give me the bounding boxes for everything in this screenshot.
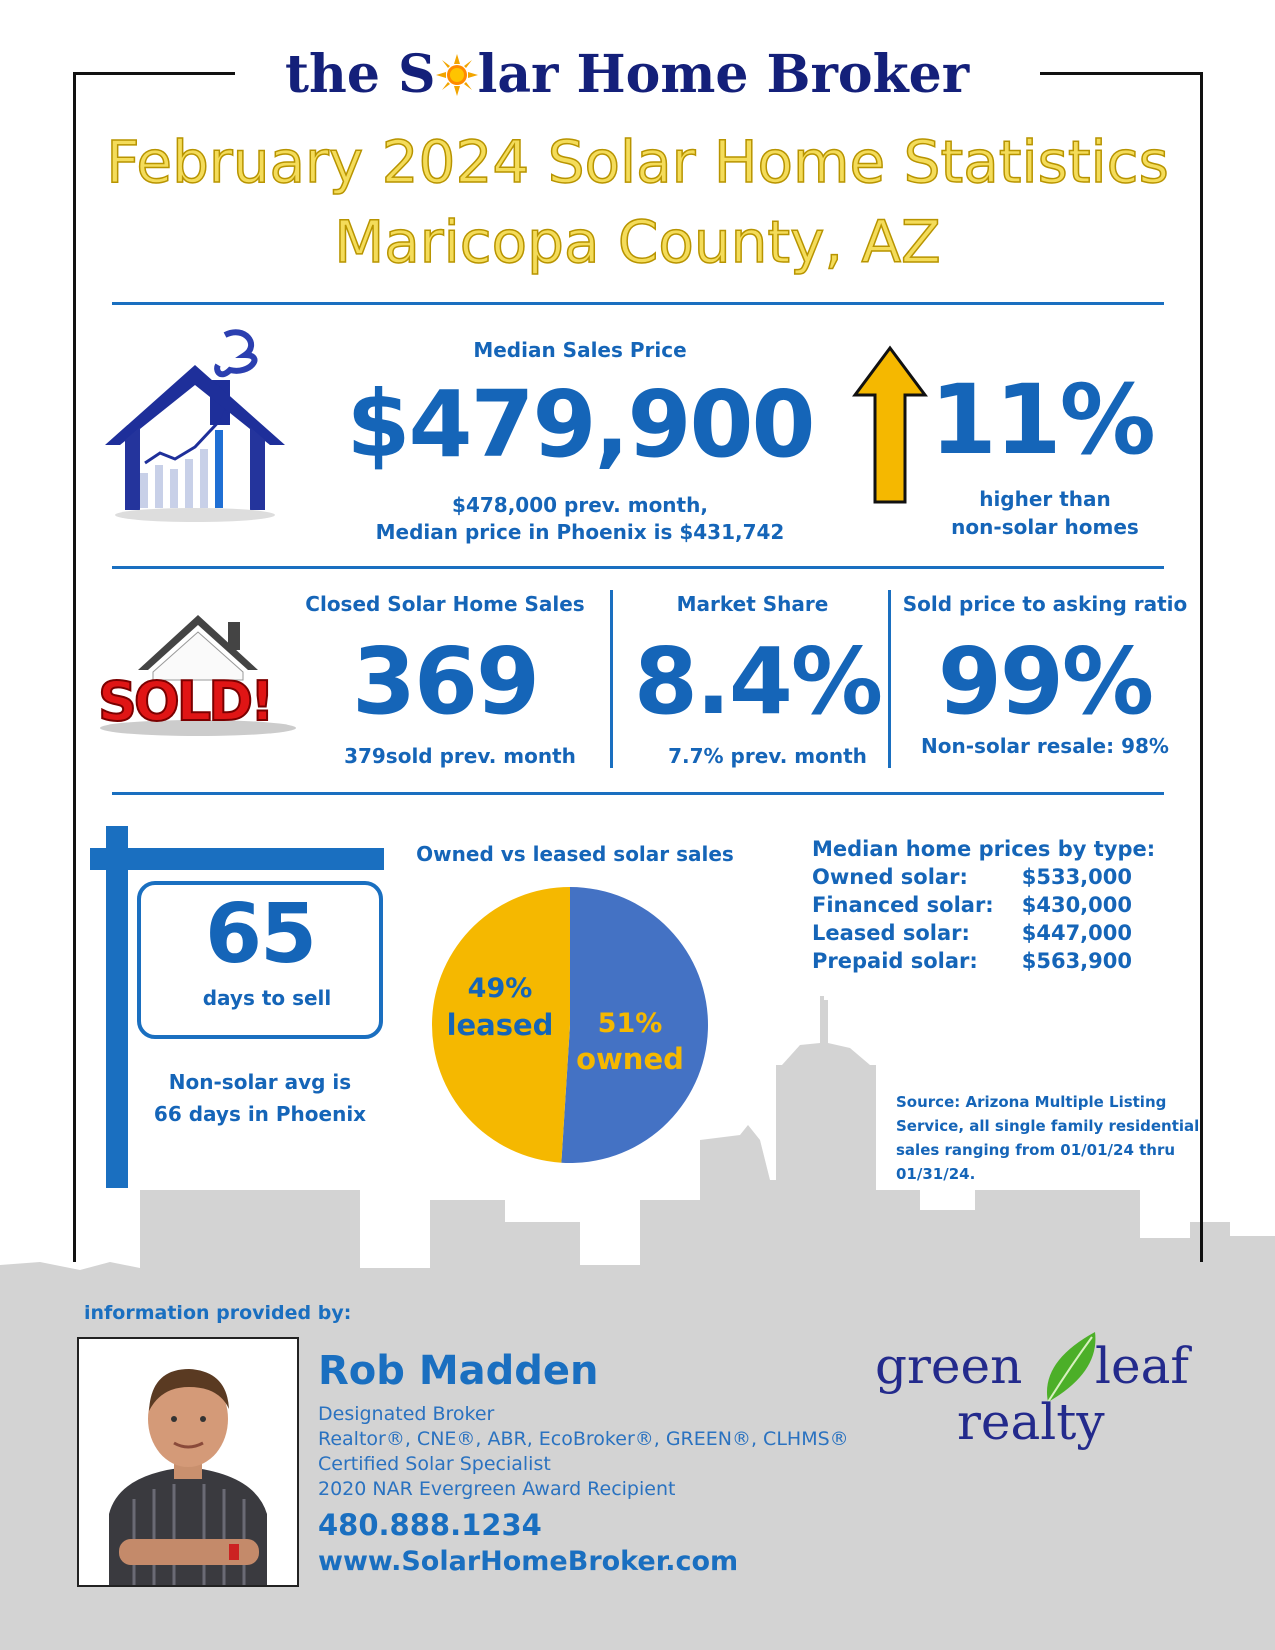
divider-3 <box>112 792 1164 795</box>
price-change-note-2: non-solar homes <box>951 515 1139 539</box>
person-icon <box>79 1339 297 1585</box>
price-value: $447,000 <box>1021 921 1132 945</box>
agent-title: Designated Broker <box>318 1403 495 1425</box>
price-row-financed <box>812 891 1132 919</box>
price-change-value: 11% <box>930 364 1154 476</box>
house-chart-icon <box>100 325 290 535</box>
brand-logo-post: lar Home Broker <box>477 44 970 105</box>
price-label: Owned solar: <box>812 865 968 889</box>
sold-badge: SOLD! <box>98 670 272 733</box>
price-row-owned <box>812 863 1132 891</box>
market-share-value: 8.4% <box>633 628 882 735</box>
section-divider-2 <box>888 590 891 768</box>
prices-by-type <box>812 835 1155 975</box>
source-line-2: Service, all single family residential <box>896 1117 1200 1135</box>
page-title: February 2024 Solar Home Statistics <box>106 128 1169 196</box>
pie-owned-label: owned <box>576 1042 684 1076</box>
median-price-value: $479,900 <box>346 371 814 478</box>
frame-top-right <box>1040 72 1203 75</box>
agent-phone: 480.888.1234 <box>318 1508 542 1542</box>
price-row-prepaid <box>812 947 1132 975</box>
logo-word-leaf: leaf <box>1095 1337 1189 1395</box>
pie-leased-pct: 49% <box>467 973 533 1004</box>
days-note-2: 66 days in Phoenix <box>153 1102 367 1126</box>
pie-owned-pct: 51% <box>597 1008 663 1039</box>
market-share-label: Market Share <box>676 592 829 616</box>
days-note-1: Non-solar avg is <box>168 1070 352 1094</box>
source-line-3: sales ranging from 01/01/24 thru <box>896 1141 1176 1159</box>
days-value: 65 <box>204 887 316 982</box>
brand-logo <box>285 44 969 105</box>
market-share-note: 7.7% prev. month <box>668 744 867 768</box>
provided-by-label: information provided by: <box>84 1302 352 1324</box>
agent-photo <box>77 1337 299 1587</box>
price-value: $533,000 <box>1021 865 1132 889</box>
logo-word-realty: realty <box>957 1393 1105 1451</box>
agent-designations: Realtor®, CNE®, ABR, EcoBroker®, GREEN®, CLHMS® <box>318 1428 849 1450</box>
ratio-note: Non-solar resale: 98% <box>921 734 1169 758</box>
median-price-note-1: $478,000 prev. month, <box>452 493 708 517</box>
frame-top-left <box>73 72 235 75</box>
price-value: $430,000 <box>1021 893 1132 917</box>
sun-icon <box>436 54 478 96</box>
price-label: Prepaid solar: <box>812 949 978 973</box>
price-label: Financed solar: <box>812 893 994 917</box>
source-line-4: 01/31/24. <box>896 1165 976 1183</box>
brand-logo-pre: the S <box>285 44 436 105</box>
pie-leased-label: leased <box>446 1008 554 1042</box>
price-row-leased <box>812 919 1132 947</box>
up-arrow-icon <box>850 345 930 505</box>
pie-title: Owned vs leased solar sales <box>416 842 734 866</box>
price-change-note-1: higher than <box>979 487 1111 511</box>
sign-arm <box>90 848 384 870</box>
source-note <box>896 1090 1206 1186</box>
closed-sales-label: Closed Solar Home Sales <box>305 592 585 616</box>
median-price-label: Median Sales Price <box>473 338 687 362</box>
page-subtitle: Maricopa County, AZ <box>334 208 941 276</box>
logo-word-green: green <box>875 1337 1023 1395</box>
greenleaf-logo <box>875 1335 1235 1475</box>
divider-1 <box>112 302 1164 305</box>
prices-by-type-title: Median home prices by type: <box>812 837 1156 861</box>
agent-award: 2020 NAR Evergreen Award Recipient <box>318 1478 676 1500</box>
closed-sales-note: 379sold prev. month <box>344 744 576 768</box>
agent-name: Rob Madden <box>318 1348 599 1394</box>
section-divider-1 <box>610 590 613 768</box>
days-label: days to sell <box>202 986 332 1010</box>
ratio-label: Sold price to asking ratio <box>902 592 1188 616</box>
agent-website-link[interactable]: www.SolarHomeBroker.com <box>318 1546 739 1577</box>
agent-specialty: Certified Solar Specialist <box>318 1453 551 1475</box>
ratio-value: 99% <box>937 628 1153 735</box>
closed-sales-value: 369 <box>351 628 539 735</box>
divider-2 <box>112 566 1164 569</box>
price-value: $563,900 <box>1021 949 1132 973</box>
agent-credentials <box>318 1402 849 1502</box>
source-line-1: Source: Arizona Multiple Listing <box>896 1093 1167 1111</box>
sign-post <box>106 826 128 1188</box>
price-label: Leased solar: <box>812 921 970 945</box>
median-price-note-2: Median price in Phoenix is $431,742 <box>375 520 785 544</box>
